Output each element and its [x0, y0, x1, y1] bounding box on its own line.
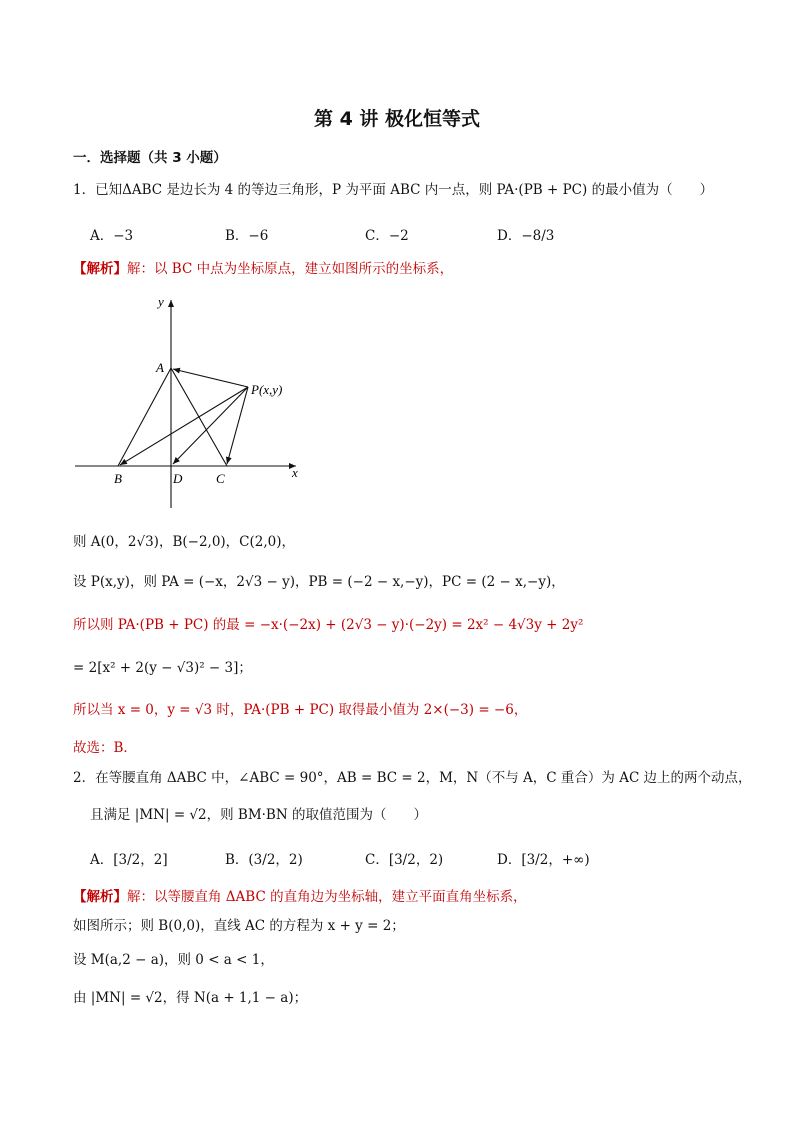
q2-option-d: D．[3/2，+∞) [497, 852, 590, 868]
q1-option-d: D．−8/3 [497, 228, 555, 244]
analysis-tag: 【解析】 [73, 889, 127, 905]
q2-stem-line2: 且满足 |MN| = √2，则 BM·BN 的取值范围为（ ） [90, 807, 427, 823]
q1-step-2: 设 P(x,y)，则 PA = (−x，2√3 − y)，PB = (−2 − x,−y)，PC = (2 − x,−y)， [73, 574, 565, 590]
analysis-intro: 解：以 BC 中点为坐标原点，建立如图所示的坐标系， [127, 261, 454, 277]
label-b: B [114, 471, 122, 486]
q2-option-a: A．[3/2，2] [90, 852, 168, 868]
q2-step-3: 由 |MN| = √2，得 N(a + 1,1 − a)； [73, 990, 308, 1006]
q1-step-5: 所以当 x = 0，y = √3 时，PA·(PB + PC) 取得最小值为 2×(−3) = −6， [73, 702, 528, 718]
q2-option-b: B．(3/2，2) [225, 852, 303, 868]
coordinate-figure [70, 290, 310, 515]
q1-step-3: 所以则 PA·(PB + PC) 的最 = −x·(−2x) + (2√3 − y)·(−2y) = 2x² − 4√3y + 2y² [73, 617, 584, 633]
q1-stem: 1．已知ΔABC 是边长为 4 的等边三角形，P 为平面 ABC 内一点，则 PA·(PB + PC) 的最小值为（ ） [73, 182, 714, 198]
q2-stem-line1: 2．在等腰直角 ΔABC 中，∠ABC = 90°，AB = BC = 2，M，N（不与 A，C 重合）为 AC 边上的两个动点， [73, 770, 752, 786]
label-y: y [158, 294, 164, 309]
q1-step-1: 则 A(0，2√3)，B(−2,0)，C(2,0)， [73, 534, 296, 550]
section-heading: 一．选择题（共 3 小题） [73, 150, 227, 166]
q2-step-1: 如图所示；则 B(0,0)，直线 AC 的方程为 x + y = 2； [73, 918, 405, 934]
label-c: C [216, 471, 225, 486]
q1-step-6: 故选：B． [73, 740, 137, 756]
page-title: 第 4 讲 极化恒等式 [313, 108, 481, 130]
q2-step-2: 设 M(a,2 − a)，则 0 < a < 1， [73, 952, 274, 968]
label-a: A [156, 360, 164, 375]
q1-option-b: B．−6 [225, 228, 269, 244]
analysis-tag: 【解析】 [73, 261, 127, 277]
q1-analysis [73, 259, 453, 279]
q1-step-4: = 2[x² + 2(y − √3)² − 3]； [73, 660, 252, 676]
label-p: P(x,y) [251, 382, 283, 397]
label-x: x [292, 465, 298, 480]
q2-analysis [73, 887, 527, 907]
q1-option-c: C．−2 [365, 228, 409, 244]
label-d: D [173, 471, 183, 486]
analysis-intro: 解：以等腰直角 ΔABC 的直角边为坐标轴，建立平面直角坐标系， [127, 889, 527, 905]
q2-option-c: C．[3/2，2) [365, 852, 444, 868]
q1-option-a: A．−3 [90, 228, 134, 244]
segment-ab [118, 368, 171, 466]
vector-pa [173, 369, 248, 387]
